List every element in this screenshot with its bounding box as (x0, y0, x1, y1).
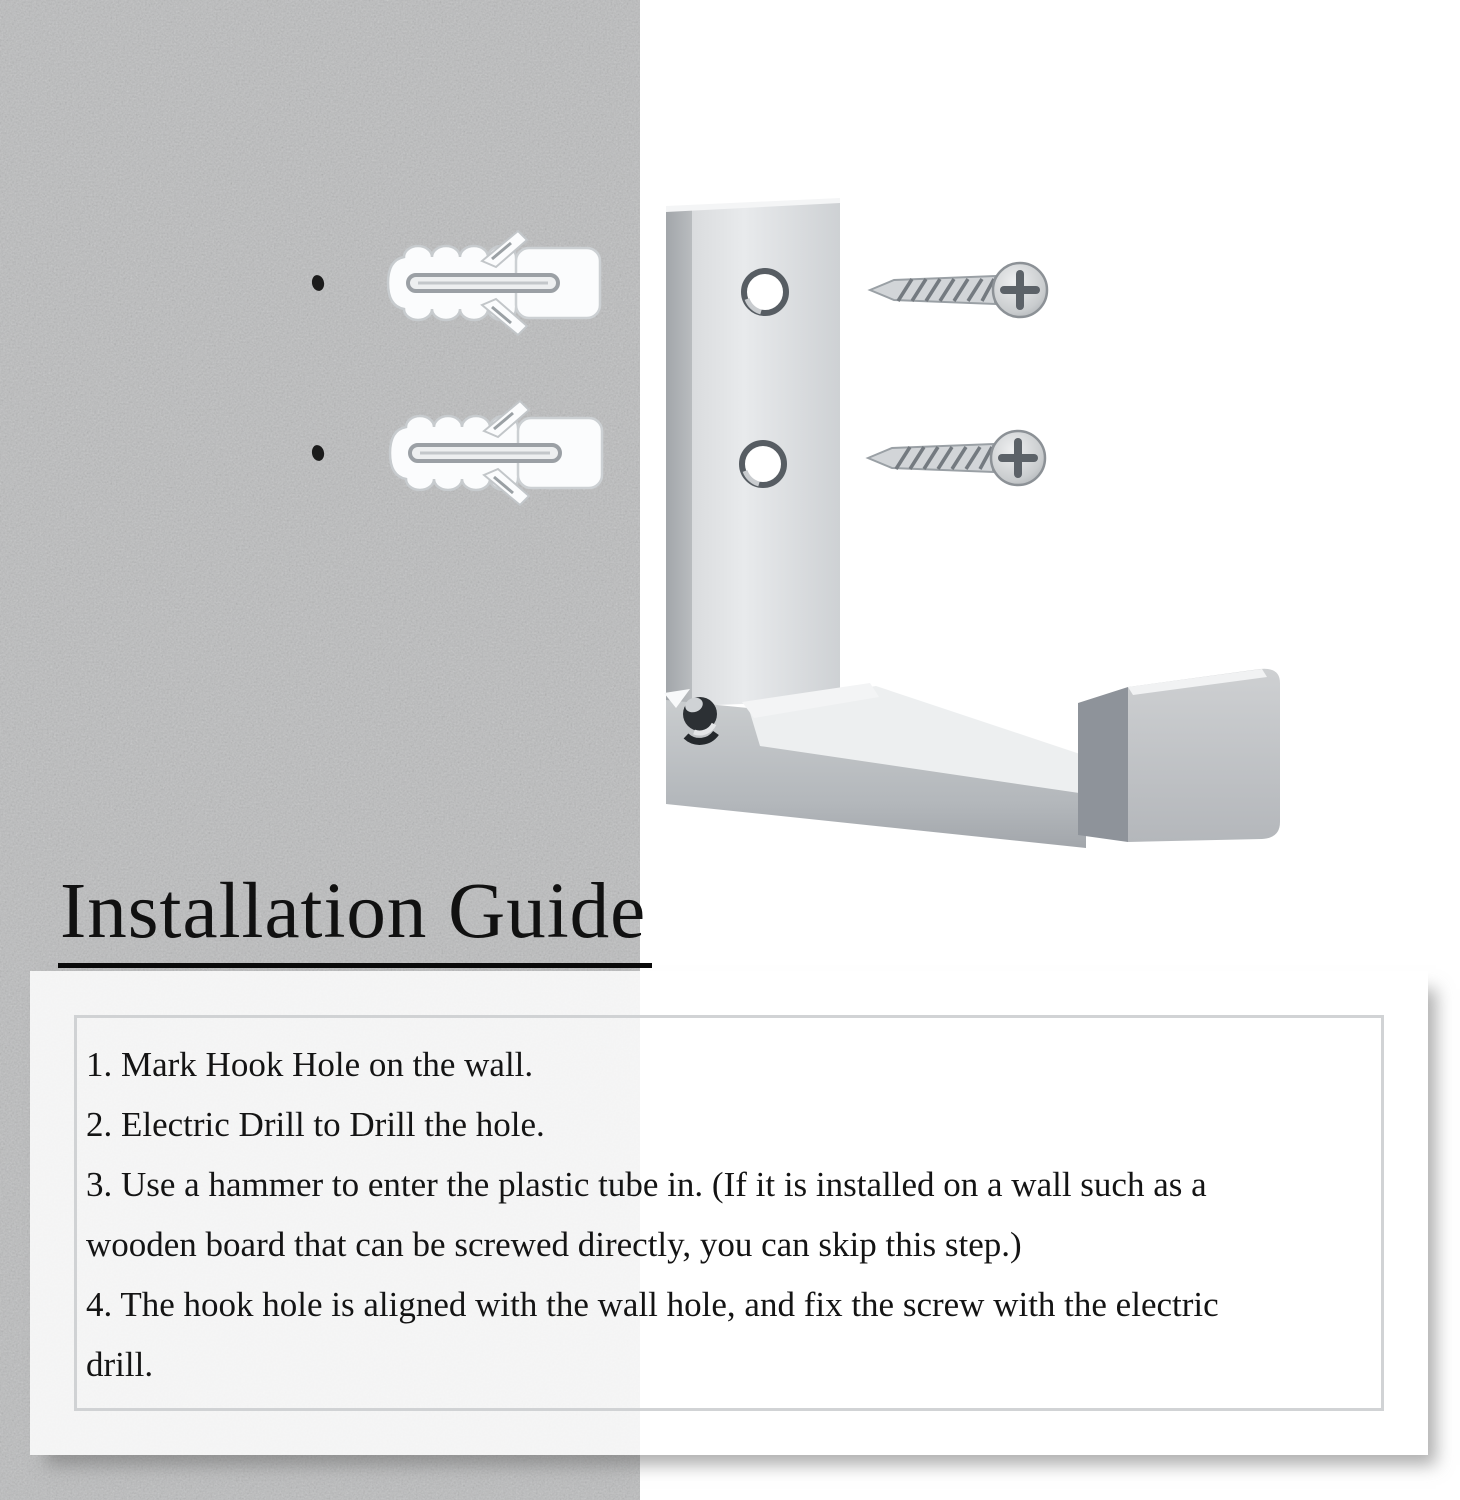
mounting-plate-side (666, 206, 692, 706)
page-title: Installation Guide (58, 872, 652, 968)
instruction-steps (86, 1035, 1219, 1395)
step-2: 2. Electric Drill to Drill the hole. (86, 1105, 545, 1144)
step-1: 1. Mark Hook Hole on the wall. (86, 1045, 534, 1084)
step-4-line-1: 4. The hook hole is aligned with the wall hole, and fix the screw with the electric (86, 1285, 1219, 1324)
hook-end-right-face (1128, 669, 1280, 842)
hook-end-left-face (1078, 687, 1128, 842)
screw-top (870, 263, 1047, 317)
plate-hole-top (744, 271, 786, 313)
instructions-panel (30, 971, 1428, 1455)
step-3-line-1: 3. Use a hammer to enter the plastic tube in. (If it is installed on a wall such as a (86, 1165, 1207, 1204)
screw-bottom (868, 431, 1045, 485)
step-3-line-2: wooden board that can be screwed directly, you can skip this step.) (86, 1225, 1022, 1264)
step-4-line-2: drill. (86, 1345, 154, 1384)
plate-hole-bottom (742, 443, 784, 485)
